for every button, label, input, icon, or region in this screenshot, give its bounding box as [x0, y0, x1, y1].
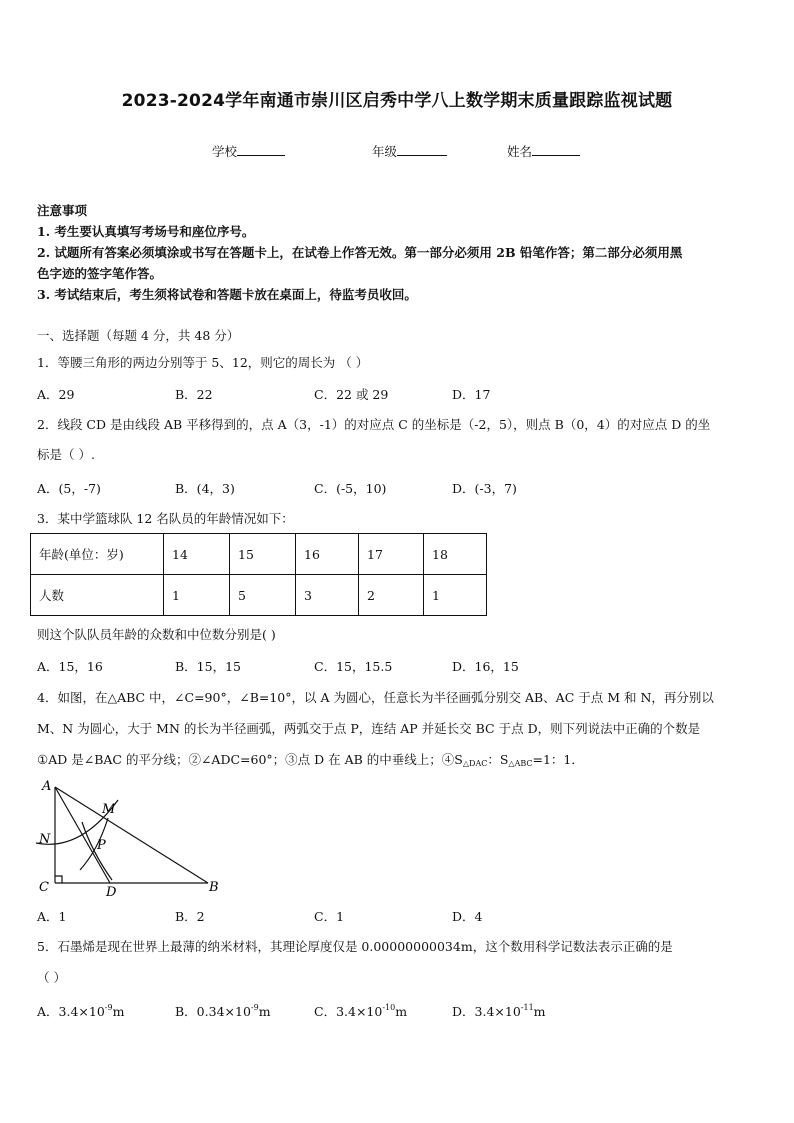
- q2-option-b[interactable]: B．(4，3): [175, 481, 235, 496]
- notice-item: 1. 考生要认真填写考场号和座位序号。: [37, 224, 255, 239]
- section-heading: 一、选择题（每题 4 分，共 48 分）: [37, 328, 240, 343]
- q5-b-unit: m: [258, 1004, 271, 1019]
- q5-a-exp: -9: [104, 1003, 113, 1012]
- q4-option-b[interactable]: B．2: [175, 909, 205, 924]
- q5-c-exp: -10: [382, 1003, 396, 1012]
- table-cell: 1: [164, 575, 230, 616]
- table-cell: 18: [424, 534, 487, 575]
- question-2-stem: 2．线段 CD 是由线段 AB 平移得到的，点 A（3，-1）的对应点 C 的坐标是（-2，5），则点 B（0，4）的对应点 D 的坐: [37, 417, 711, 432]
- q5-c-base: C．3.4×10: [314, 1004, 383, 1019]
- q4-colon: ：S: [487, 752, 509, 767]
- notice-item: 色字迹的签字笔作答。: [37, 266, 163, 281]
- q1-option-b[interactable]: B．22: [175, 387, 213, 402]
- segment-ad: [55, 787, 110, 883]
- question-4-stem: 4．如图，在△ABC 中，∠C=90°，∠B=10°，以 A 为圆心，任意长为半径画弧分别交 AB、AC 于点 M 和 N，再分别以: [37, 690, 714, 705]
- q1-option-d[interactable]: D．17: [452, 387, 491, 402]
- q1-option-a[interactable]: A．29: [37, 387, 75, 402]
- q4-option-a[interactable]: A．1: [37, 909, 67, 924]
- question-1-stem: 1．等腰三角形的两边分别等于 5、12，则它的周长为 （ ）: [37, 355, 369, 370]
- arc-center-m: [80, 818, 108, 870]
- school-label: 学校: [212, 144, 238, 159]
- q5-option-a[interactable]: [37, 1002, 124, 1020]
- notice-item: 2. 试题所有答案必须填涂或书写在答题卡上，在试卷上作答无效。第一部分必须用 2B 铅笔作答；第二部分必须用黑: [37, 245, 683, 260]
- q4-ratio: =1：1．: [532, 752, 584, 767]
- table-cell: 17: [359, 534, 424, 575]
- label-c: C: [39, 880, 49, 895]
- grade-label: 年级: [372, 144, 398, 159]
- question-4-stem-cont: M、N 为圆心，大于 MN 的长为半径画弧，两弧交于点 P，连结 AP 并延长交 BC 于点 D，则下列说法中正确的个数是: [37, 721, 701, 736]
- q3-option-c[interactable]: C．15，15.5: [314, 659, 393, 674]
- table-cell: 2: [359, 575, 424, 616]
- name-label: 姓名: [507, 144, 533, 159]
- question-5-stem: 5．石墨烯是现在世界上最薄的纳米材料，其理论厚度仅是 0.00000000034m，这个数用科学记数法表示正确的是: [37, 939, 673, 954]
- q4-statements: ①AD 是∠BAC 的平分线；②∠ADC=60°；③点 D 在 AB 的中垂线上；④S: [37, 752, 463, 767]
- label-d: D: [106, 885, 117, 900]
- label-b: B: [209, 880, 219, 895]
- name-blank[interactable]: [532, 143, 580, 156]
- notice-item: 3. 考试结束后，考生须将试卷和答题卡放在桌面上，待监考员收回。: [37, 287, 417, 302]
- q5-option-d[interactable]: [452, 1002, 546, 1020]
- grade-blank[interactable]: [397, 143, 447, 156]
- label-p: P: [97, 838, 106, 853]
- q5-d-exp: -11: [520, 1003, 534, 1012]
- q5-b-exp: -9: [250, 1003, 259, 1012]
- q4-option-d[interactable]: D．4: [452, 909, 483, 924]
- grade-field: [372, 142, 447, 160]
- q3-option-b[interactable]: B．15，15: [175, 659, 241, 674]
- arc-center-n: [82, 822, 112, 880]
- table-cell: 1: [424, 575, 487, 616]
- q5-a-base: A．3.4×10: [37, 1004, 105, 1019]
- q5-a-unit: m: [112, 1004, 125, 1019]
- segment-ab: [55, 787, 208, 883]
- label-m: M: [102, 802, 116, 817]
- q5-d-unit: m: [533, 1004, 546, 1019]
- table-cell: 5: [230, 575, 296, 616]
- table-row: [31, 575, 487, 616]
- question-3-question: 则这个队队员年龄的众数和中位数分别是( ): [37, 627, 276, 642]
- notice-heading: 注意事项: [37, 203, 88, 218]
- question-3-stem: 3．某中学篮球队 12 名队员的年龄情况如下：: [37, 511, 294, 526]
- question-4-stem-cont2: [37, 751, 584, 773]
- age-table: [30, 533, 487, 616]
- table-cell: 14: [164, 534, 230, 575]
- table-row: [31, 534, 487, 575]
- table-cell: 16: [296, 534, 359, 575]
- q4-option-c[interactable]: C．1: [314, 909, 345, 924]
- label-n: N: [39, 832, 51, 847]
- table-cell: 3: [296, 575, 359, 616]
- q3-option-a[interactable]: A．15，16: [37, 659, 103, 674]
- arc-center-a: [36, 800, 118, 844]
- q2-option-a[interactable]: A．(5，-7): [37, 481, 101, 496]
- q5-option-b[interactable]: [175, 1002, 271, 1020]
- right-angle-mark: [55, 876, 62, 883]
- page-title: 2023-2024学年南通市崇川区启秀中学八上数学期末质量跟踪监视试题: [121, 91, 673, 111]
- q4-sub-abc: △ABC: [508, 759, 533, 768]
- name-field: [507, 142, 580, 160]
- table-cell: 人数: [31, 575, 164, 616]
- question-2-stem-cont: 标是（ ）.: [37, 447, 95, 462]
- table-cell: 15: [230, 534, 296, 575]
- label-a: A: [42, 779, 52, 794]
- q1-option-c[interactable]: C．22 或 29: [314, 387, 389, 402]
- q5-option-c[interactable]: [314, 1002, 407, 1020]
- table-cell: 年龄(单位：岁): [31, 534, 164, 575]
- q3-option-d[interactable]: D．16，15: [452, 659, 519, 674]
- q2-option-c[interactable]: C．(-5，10): [314, 481, 387, 496]
- school-blank[interactable]: [237, 143, 285, 156]
- q2-option-d[interactable]: D．(-3，7): [452, 481, 517, 496]
- school-field: [212, 142, 285, 160]
- q5-b-base: B．0.34×10: [175, 1004, 251, 1019]
- question-5-stem-cont: （ ）: [37, 970, 66, 985]
- q5-d-base: D．3.4×10: [452, 1004, 521, 1019]
- q4-sub-dac: △DAC: [462, 759, 488, 768]
- q5-c-unit: m: [395, 1004, 408, 1019]
